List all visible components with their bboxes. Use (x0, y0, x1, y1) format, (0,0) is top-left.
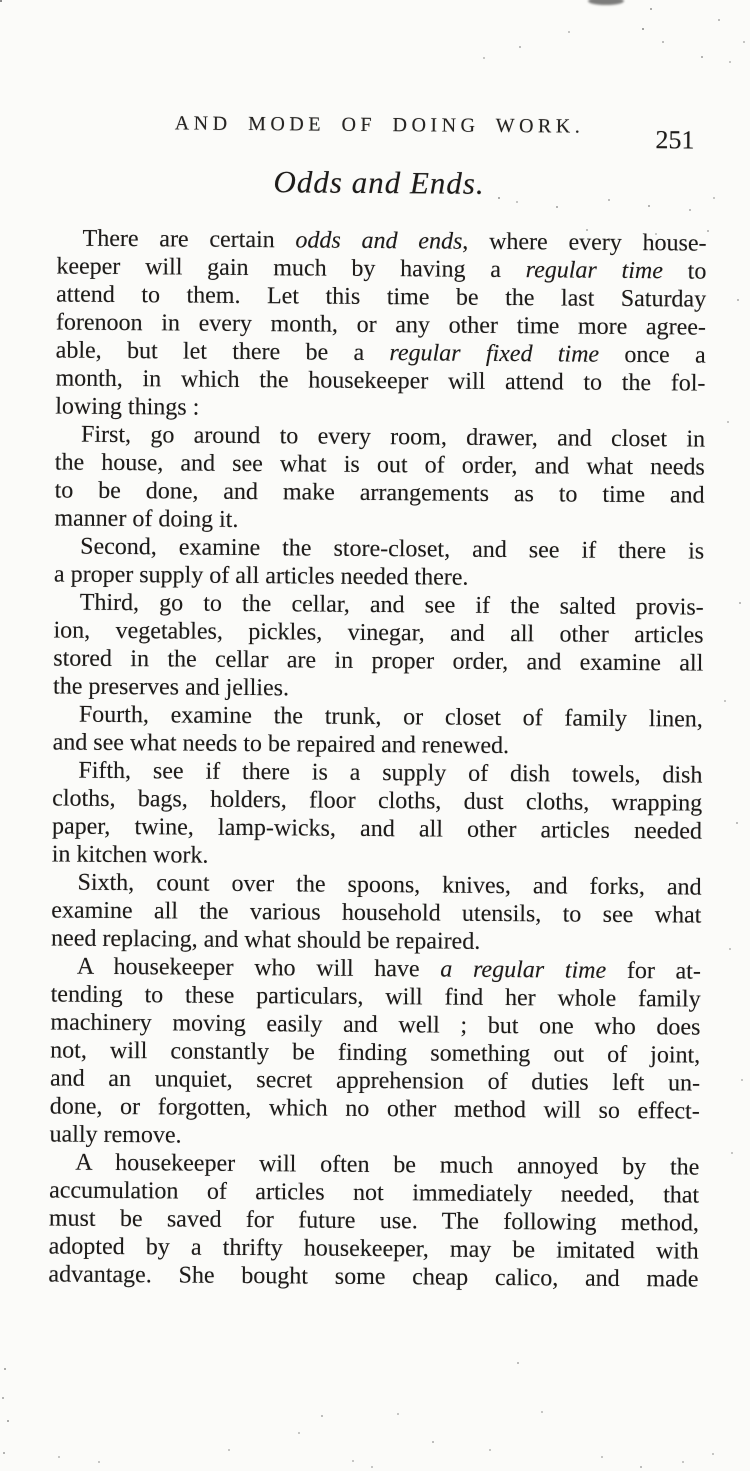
paragraph (52, 756, 703, 873)
text-run: must be saved for future use. The following method, (48, 1205, 700, 1237)
text-run: stored in the cellar are in proper order, and examine all (53, 645, 704, 677)
italic-phrase: a regular time (440, 956, 607, 984)
text-run: in kitchen work. (51, 841, 209, 869)
text-run: to be done, and make arrangements as to time and (54, 477, 705, 509)
text-run: tending to these particulars, will find her whole family (50, 981, 701, 1013)
text-run: need replacing, and what should be repaired. (51, 925, 481, 955)
text-run: and an unquiet, secret apprehension of duties left un- (49, 1065, 701, 1097)
text-run: manner of doing it. (54, 505, 239, 533)
text-run: and see what needs to be repaired and renewed. (52, 729, 510, 760)
text-run: Sixth, count over the spoons, knives, and forks, and (77, 869, 702, 901)
text-run: , where every house- (462, 228, 707, 257)
text-run: the house, and see what is out of order, and what needs (54, 449, 705, 481)
text-run: ually remove. (49, 1121, 182, 1149)
running-title: AND MODE OF DOING WORK. (174, 112, 585, 138)
paragraph (53, 700, 703, 761)
text-run: a proper supply of all articles needed there. (53, 561, 469, 591)
text-run: examine all the various household utensils, to see what (51, 897, 702, 929)
text-run: done, or forgotten, which no other method will so effect- (49, 1093, 700, 1125)
paragraph (55, 224, 707, 425)
text-run: adopted by a thrifty housekeeper, may be imitated with (48, 1233, 699, 1265)
text-run: Fourth, examine the trunk, or closet of family linen, (78, 701, 703, 733)
text-run: the preserves and jellies. (52, 673, 290, 702)
scan-noise-speckles-bottom (0, 0, 2, 2)
text-run: keeper will gain much by having a (56, 253, 526, 284)
text-line (48, 1260, 698, 1293)
text-run: There are certain (82, 225, 296, 254)
paragraph (54, 420, 705, 537)
text-run: Third, go to the cellar, and see if the salted provis- (79, 589, 704, 621)
text-run: forenoon in every month, or any other time more agree- (55, 309, 707, 341)
paragraph (53, 588, 704, 705)
text-run: ion, vegetables, pickles, vinegar, and all other articles (53, 617, 704, 649)
paragraph (48, 1148, 699, 1293)
text-block (48, 224, 706, 1293)
text-run: Fifth, see if there is a supply of dish towels, dish (78, 757, 703, 789)
text-run: for at- (606, 957, 701, 985)
text-run: A housekeeper who will have (76, 953, 441, 983)
text-run: advantage. She bought some cheap calico, and made (48, 1261, 699, 1293)
text-run: month, in which the housekeeper will attend to the fol- (55, 365, 706, 397)
paragraph (54, 532, 704, 593)
running-header (4, 111, 750, 155)
text-run: First, go around to every room, drawer, and closet in (80, 421, 706, 453)
text-run: machinery moving easily and well ; but one who does (50, 1009, 701, 1041)
italic-phrase: regular time (525, 257, 664, 285)
text-run: once a (599, 341, 706, 369)
section-title: Odds and Ends. (273, 164, 485, 201)
text-run: A housekeeper will often be much annoyed by the (75, 1149, 700, 1181)
text-run: accumulation of articles not immediately needed, that (49, 1177, 700, 1209)
text-run: attend to them. Let this time be the last Saturday (56, 281, 707, 313)
italic-phrase: odds and ends (295, 227, 463, 255)
text-run: to (662, 258, 707, 285)
text-run: not, will constantly be finding something out of joint, (50, 1037, 701, 1069)
text-run: Second, examine the store-closet, and see if there is (80, 533, 705, 565)
paragraph (49, 952, 701, 1153)
text-run: paper, twine, lamp-wicks, and all other articles needed (51, 813, 703, 845)
text-run: cloths, bags, holders, floor cloths, dust cloths, wrapping (52, 785, 703, 817)
page-number: 251 (655, 125, 695, 155)
text-run: able, but let there be a (55, 337, 390, 367)
italic-phrase: regular fixed time (389, 340, 600, 368)
paragraph (51, 868, 702, 957)
text-run: lowing things : (55, 393, 200, 421)
